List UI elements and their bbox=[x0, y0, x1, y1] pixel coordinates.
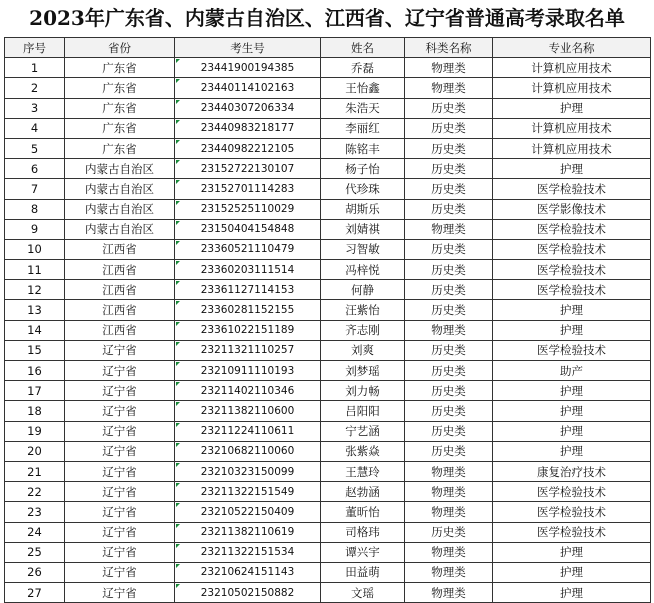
cell-name: 习智敏 bbox=[321, 239, 405, 259]
cell-index: 5 bbox=[5, 138, 65, 158]
cell-subject-category: 历史类 bbox=[405, 118, 493, 138]
table-row bbox=[5, 583, 651, 603]
cell-name: 胡斯乐 bbox=[321, 199, 405, 219]
cell-index: 3 bbox=[5, 98, 65, 118]
cell-exam-number: 23211321110257 bbox=[175, 340, 321, 360]
cell-name: 李丽红 bbox=[321, 118, 405, 138]
cell-subject-category: 历史类 bbox=[405, 138, 493, 158]
cell-major: 护理 bbox=[493, 401, 651, 421]
table-row bbox=[5, 118, 651, 138]
cell-subject-category: 物理类 bbox=[405, 320, 493, 340]
cell-major: 护理 bbox=[493, 98, 651, 118]
cell-name: 何静 bbox=[321, 280, 405, 300]
cell-major: 护理 bbox=[493, 300, 651, 320]
cell-subject-category: 历史类 bbox=[405, 340, 493, 360]
cell-exam-number: 23210323150099 bbox=[175, 461, 321, 481]
cell-index: 20 bbox=[5, 441, 65, 461]
cell-exam-number: 23440307206334 bbox=[175, 98, 321, 118]
cell-name: 董昕怡 bbox=[321, 502, 405, 522]
column-header-index: 序号 bbox=[5, 38, 65, 58]
cell-exam-number: 23211224110611 bbox=[175, 421, 321, 441]
cell-index: 17 bbox=[5, 381, 65, 401]
cell-subject-category: 物理类 bbox=[405, 562, 493, 582]
cell-province: 江西省 bbox=[65, 260, 175, 280]
table-row bbox=[5, 542, 651, 562]
cell-index: 2 bbox=[5, 78, 65, 98]
cell-name: 文瑶 bbox=[321, 583, 405, 603]
cell-province: 内蒙古自治区 bbox=[65, 159, 175, 179]
table-body bbox=[5, 58, 651, 603]
cell-exam-number: 23360521110479 bbox=[175, 239, 321, 259]
cell-province: 江西省 bbox=[65, 300, 175, 320]
column-header-exam-number: 考生号 bbox=[175, 38, 321, 58]
cell-major: 医学检验技术 bbox=[493, 522, 651, 542]
cell-index: 9 bbox=[5, 219, 65, 239]
cell-exam-number: 23210682110060 bbox=[175, 441, 321, 461]
cell-name: 乔磊 bbox=[321, 58, 405, 78]
cell-major: 计算机应用技术 bbox=[493, 78, 651, 98]
cell-province: 辽宁省 bbox=[65, 381, 175, 401]
table-row bbox=[5, 78, 651, 98]
cell-exam-number: 23152525110029 bbox=[175, 199, 321, 219]
cell-exam-number: 23211382110619 bbox=[175, 522, 321, 542]
table-row bbox=[5, 138, 651, 158]
cell-subject-category: 历史类 bbox=[405, 361, 493, 381]
cell-subject-category: 历史类 bbox=[405, 421, 493, 441]
table-row bbox=[5, 361, 651, 381]
table-row bbox=[5, 280, 651, 300]
cell-name: 刘力畅 bbox=[321, 381, 405, 401]
cell-exam-number: 23360203111514 bbox=[175, 260, 321, 280]
cell-exam-number: 23361022151189 bbox=[175, 320, 321, 340]
cell-major: 医学检验技术 bbox=[493, 340, 651, 360]
cell-index: 18 bbox=[5, 401, 65, 421]
cell-name: 朱浩天 bbox=[321, 98, 405, 118]
cell-name: 陈铭丰 bbox=[321, 138, 405, 158]
cell-subject-category: 历史类 bbox=[405, 381, 493, 401]
table-row bbox=[5, 421, 651, 441]
column-header-province: 省份 bbox=[65, 38, 175, 58]
cell-name: 司格玮 bbox=[321, 522, 405, 542]
cell-major: 医学检验技术 bbox=[493, 260, 651, 280]
cell-exam-number: 23360281152155 bbox=[175, 300, 321, 320]
cell-subject-category: 物理类 bbox=[405, 502, 493, 522]
cell-major: 医学检验技术 bbox=[493, 179, 651, 199]
header-row bbox=[5, 38, 651, 58]
cell-major: 护理 bbox=[493, 381, 651, 401]
cell-province: 内蒙古自治区 bbox=[65, 179, 175, 199]
cell-major: 护理 bbox=[493, 421, 651, 441]
table-row bbox=[5, 502, 651, 522]
cell-province: 辽宁省 bbox=[65, 562, 175, 582]
cell-name: 齐志刚 bbox=[321, 320, 405, 340]
cell-province: 辽宁省 bbox=[65, 522, 175, 542]
table-row bbox=[5, 320, 651, 340]
admission-table bbox=[4, 37, 651, 603]
cell-index: 6 bbox=[5, 159, 65, 179]
cell-major: 医学影像技术 bbox=[493, 199, 651, 219]
cell-index: 14 bbox=[5, 320, 65, 340]
page-title: 2023年广东省、内蒙古自治区、江西省、辽宁省普通高考录取名单 bbox=[29, 6, 625, 30]
cell-province: 内蒙古自治区 bbox=[65, 219, 175, 239]
cell-name: 谭兴宇 bbox=[321, 542, 405, 562]
cell-subject-category: 物理类 bbox=[405, 542, 493, 562]
cell-province: 广东省 bbox=[65, 78, 175, 98]
cell-exam-number: 23440983218177 bbox=[175, 118, 321, 138]
cell-major: 医学检验技术 bbox=[493, 482, 651, 502]
cell-major: 护理 bbox=[493, 562, 651, 582]
table-row bbox=[5, 401, 651, 421]
cell-exam-number: 23441900194385 bbox=[175, 58, 321, 78]
cell-index: 7 bbox=[5, 179, 65, 199]
cell-major: 护理 bbox=[493, 542, 651, 562]
table-header bbox=[5, 38, 651, 58]
cell-subject-category: 历史类 bbox=[405, 98, 493, 118]
cell-index: 16 bbox=[5, 361, 65, 381]
cell-major: 医学检验技术 bbox=[493, 280, 651, 300]
cell-major: 计算机应用技术 bbox=[493, 58, 651, 78]
cell-province: 辽宁省 bbox=[65, 583, 175, 603]
cell-subject-category: 历史类 bbox=[405, 522, 493, 542]
cell-index: 4 bbox=[5, 118, 65, 138]
cell-subject-category: 物理类 bbox=[405, 583, 493, 603]
cell-province: 内蒙古自治区 bbox=[65, 199, 175, 219]
cell-exam-number: 23440982212105 bbox=[175, 138, 321, 158]
cell-major: 康复治疗技术 bbox=[493, 461, 651, 481]
column-header-subject-category: 科类名称 bbox=[405, 38, 493, 58]
cell-subject-category: 历史类 bbox=[405, 300, 493, 320]
cell-name: 王怡鑫 bbox=[321, 78, 405, 98]
cell-exam-number: 23211322151534 bbox=[175, 542, 321, 562]
cell-major: 医学检验技术 bbox=[493, 502, 651, 522]
cell-index: 22 bbox=[5, 482, 65, 502]
cell-name: 张紫焱 bbox=[321, 441, 405, 461]
cell-subject-category: 物理类 bbox=[405, 461, 493, 481]
cell-exam-number: 23150404154848 bbox=[175, 219, 321, 239]
cell-index: 25 bbox=[5, 542, 65, 562]
cell-exam-number: 23211402110346 bbox=[175, 381, 321, 401]
cell-name: 冯梓悦 bbox=[321, 260, 405, 280]
table-row bbox=[5, 199, 651, 219]
cell-province: 辽宁省 bbox=[65, 502, 175, 522]
cell-name: 汪紫怡 bbox=[321, 300, 405, 320]
cell-major: 助产 bbox=[493, 361, 651, 381]
cell-major: 医学检验技术 bbox=[493, 219, 651, 239]
cell-index: 23 bbox=[5, 502, 65, 522]
cell-province: 广东省 bbox=[65, 118, 175, 138]
table-row bbox=[5, 441, 651, 461]
table-row bbox=[5, 522, 651, 542]
table-row bbox=[5, 58, 651, 78]
cell-exam-number: 23152722130107 bbox=[175, 159, 321, 179]
cell-exam-number: 23361127114153 bbox=[175, 280, 321, 300]
cell-index: 1 bbox=[5, 58, 65, 78]
cell-exam-number: 23440114102163 bbox=[175, 78, 321, 98]
cell-province: 江西省 bbox=[65, 320, 175, 340]
cell-province: 辽宁省 bbox=[65, 401, 175, 421]
table-row bbox=[5, 482, 651, 502]
cell-province: 辽宁省 bbox=[65, 461, 175, 481]
table-row bbox=[5, 300, 651, 320]
cell-major: 计算机应用技术 bbox=[493, 118, 651, 138]
cell-major: 护理 bbox=[493, 583, 651, 603]
table-row bbox=[5, 461, 651, 481]
cell-index: 11 bbox=[5, 260, 65, 280]
cell-major: 医学检验技术 bbox=[493, 239, 651, 259]
cell-province: 辽宁省 bbox=[65, 482, 175, 502]
cell-major: 护理 bbox=[493, 159, 651, 179]
cell-major: 计算机应用技术 bbox=[493, 138, 651, 158]
table-row bbox=[5, 98, 651, 118]
cell-index: 24 bbox=[5, 522, 65, 542]
cell-name: 宁艺涵 bbox=[321, 421, 405, 441]
cell-subject-category: 历史类 bbox=[405, 280, 493, 300]
cell-name: 杨子怡 bbox=[321, 159, 405, 179]
cell-name: 田益萌 bbox=[321, 562, 405, 582]
column-header-major: 专业名称 bbox=[493, 38, 651, 58]
cell-name: 刘梦瑶 bbox=[321, 361, 405, 381]
cell-subject-category: 历史类 bbox=[405, 179, 493, 199]
cell-name: 吕阳阳 bbox=[321, 401, 405, 421]
table-row bbox=[5, 219, 651, 239]
column-header-name: 姓名 bbox=[321, 38, 405, 58]
cell-exam-number: 23210624151143 bbox=[175, 562, 321, 582]
cell-province: 广东省 bbox=[65, 98, 175, 118]
cell-subject-category: 历史类 bbox=[405, 159, 493, 179]
cell-subject-category: 历史类 bbox=[405, 260, 493, 280]
table-row bbox=[5, 381, 651, 401]
cell-subject-category: 历史类 bbox=[405, 239, 493, 259]
table-row bbox=[5, 340, 651, 360]
cell-major: 护理 bbox=[493, 320, 651, 340]
cell-exam-number: 23211322151549 bbox=[175, 482, 321, 502]
table-row bbox=[5, 179, 651, 199]
cell-index: 10 bbox=[5, 239, 65, 259]
cell-name: 赵勃涵 bbox=[321, 482, 405, 502]
cell-province: 辽宁省 bbox=[65, 421, 175, 441]
table-row bbox=[5, 260, 651, 280]
cell-index: 21 bbox=[5, 461, 65, 481]
cell-index: 19 bbox=[5, 421, 65, 441]
table-row bbox=[5, 159, 651, 179]
cell-province: 辽宁省 bbox=[65, 340, 175, 360]
cell-province: 辽宁省 bbox=[65, 361, 175, 381]
cell-name: 王慧玲 bbox=[321, 461, 405, 481]
cell-index: 15 bbox=[5, 340, 65, 360]
cell-subject-category: 物理类 bbox=[405, 58, 493, 78]
table-row bbox=[5, 562, 651, 582]
cell-major: 护理 bbox=[493, 441, 651, 461]
cell-index: 13 bbox=[5, 300, 65, 320]
cell-exam-number: 23210522150409 bbox=[175, 502, 321, 522]
cell-province: 广东省 bbox=[65, 58, 175, 78]
table-row bbox=[5, 239, 651, 259]
cell-index: 8 bbox=[5, 199, 65, 219]
cell-name: 刘爽 bbox=[321, 340, 405, 360]
cell-exam-number: 23210502150882 bbox=[175, 583, 321, 603]
cell-name: 代珍珠 bbox=[321, 179, 405, 199]
cell-subject-category: 物理类 bbox=[405, 78, 493, 98]
cell-index: 27 bbox=[5, 583, 65, 603]
cell-province: 辽宁省 bbox=[65, 441, 175, 461]
cell-province: 江西省 bbox=[65, 239, 175, 259]
cell-index: 12 bbox=[5, 280, 65, 300]
cell-province: 广东省 bbox=[65, 138, 175, 158]
cell-exam-number: 23152701114283 bbox=[175, 179, 321, 199]
cell-subject-category: 历史类 bbox=[405, 401, 493, 421]
cell-index: 26 bbox=[5, 562, 65, 582]
cell-subject-category: 物理类 bbox=[405, 219, 493, 239]
cell-subject-category: 物理类 bbox=[405, 482, 493, 502]
cell-name: 刘婧祺 bbox=[321, 219, 405, 239]
cell-subject-category: 历史类 bbox=[405, 441, 493, 461]
cell-subject-category: 历史类 bbox=[405, 199, 493, 219]
cell-province: 江西省 bbox=[65, 280, 175, 300]
cell-exam-number: 23211382110600 bbox=[175, 401, 321, 421]
cell-exam-number: 23210911110193 bbox=[175, 361, 321, 381]
cell-province: 辽宁省 bbox=[65, 542, 175, 562]
